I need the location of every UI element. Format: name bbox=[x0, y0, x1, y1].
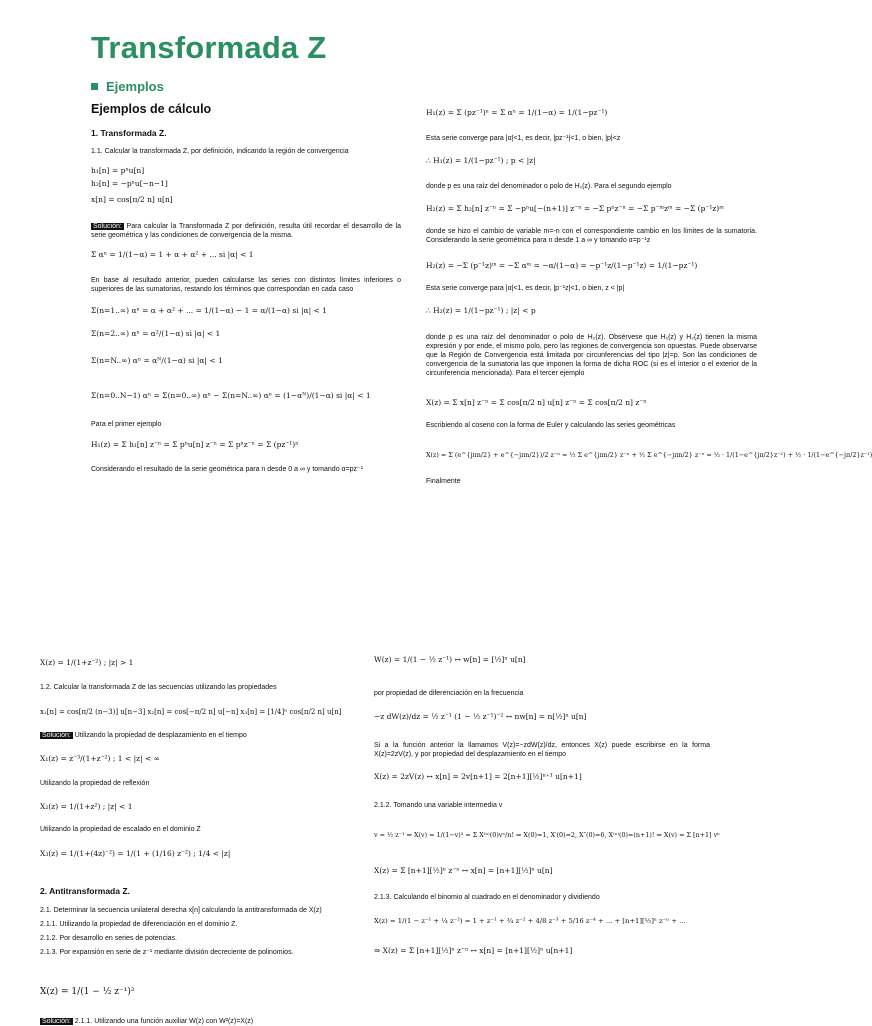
exercise-2-1-1: 2.1.1. Utilizando la propiedad de diferenciación en el dominio Z. bbox=[40, 921, 238, 928]
subsection-heading-2: 2. Antitransformada Z. bbox=[40, 886, 130, 896]
subtitle-text: Ejemplos bbox=[106, 79, 164, 94]
reflection-text: Utilizando la propiedad de reflexión bbox=[40, 780, 150, 787]
solution-2-paragraph bbox=[40, 731, 247, 740]
convergence-1-text: Esta serie converge para |α|<1, es decir, |pz⁻¹|<1, o bien, |p|<z bbox=[426, 135, 621, 142]
equation-x3-euler: X(z) = Σ (e^{jπn/2} + e^{−jπn/2})/2 z⁻ⁿ = ½ Σ e^{jπn/2} z⁻ⁿ + ½ Σ e^{−jπn/2} z⁻ⁿ = ½ · 1/(1−e^{jπ/2}z⁻¹) + ½ · 1/(1−e^{−jπ/2}z⁻¹) bbox=[426, 451, 872, 459]
exercise-1-2: 1.2. Calcular la transformada Z de las secuencias utilizando las propiedades bbox=[40, 684, 277, 691]
subsection-heading-1: 1. Transformada Z. bbox=[91, 128, 167, 138]
solution-label: Solución: bbox=[93, 223, 122, 230]
result-h1: ∴ H₁(z) = 1/(1−pz⁻¹) ; p < |z| bbox=[426, 156, 536, 165]
section-subtitle bbox=[91, 79, 164, 94]
solution-1-paragraph bbox=[91, 222, 401, 240]
page-title: Transformada Z bbox=[91, 30, 327, 65]
exercise-2-1: 2.1. Determinar la secuencia unilateral derecha x[n] calculando la antitransformada de X(z) bbox=[40, 907, 322, 914]
equation-geometric-1: Σ(n=1..∞) αⁿ = α + α² + ... = 1/(1−α) − 1 = α/(1−α) si |α| < 1 bbox=[91, 306, 327, 315]
result-x3: X₃(z) = 1/(1+(4z)⁻²) = 1/(1 + (1/16) z⁻²) ; 1/4 < |z| bbox=[40, 849, 231, 858]
equation-division: X(z) = 1/(1 − z⁻¹ + ¼ z⁻²) = 1 + z⁻¹ + ¾ z⁻² + 4/8 z⁻³ + 5/16 z⁻⁴ + ... + [n+1][½]ⁿ z⁻ⁿ + ... bbox=[374, 917, 686, 925]
sequence-h2: h₂[n] = −pⁿu[−n−1] bbox=[91, 179, 168, 188]
equation-final: ⇒ X(z) = Σ [n+1][½]ⁿ z⁻ⁿ ↔ x[n] = [n+1][½]ⁿ u[n+1] bbox=[374, 946, 573, 955]
euler-text: Escribiendo al coseno con la forma de Euler y calculando las series geométricas bbox=[426, 422, 676, 429]
sequence-x: x[n] = cos[π/2 n] u[n] bbox=[91, 195, 173, 204]
change-variable-text: donde se hizo el cambio de variable m=-n con el correspondiente cambio en los límites de la sumatoria. Considerando la serie geométrica para n desde 1 a ∞ y tomando α=p⁻¹z bbox=[426, 228, 757, 244]
solution-3-text: 2.1.1. Utilizando una función auxiliar W(z) con W²(z)=X(z) bbox=[72, 1018, 254, 1025]
convergence-2-text: Esta serie converge para |α|<1, es decir, |p⁻¹z|<1, o bien, z < |p| bbox=[426, 285, 625, 292]
call-function-text: Si a la función anterior la llamamos V(z)=−zdW(z)/dz, entonces X(z) puede escribirse en la forma X(z)=2zV(z), y por propiedad del desplazamiento en el tiempo bbox=[374, 742, 710, 758]
pole-1-text: donde p es una raíz del denominador o polo de H₁(z). Para el segundo ejemplo bbox=[426, 183, 672, 190]
equation-w: W(z) = 1/(1 − ½ z⁻¹) ↔ w[n] = [½]ⁿ u[n] bbox=[374, 655, 526, 664]
result-x1: X₁(z) = z⁻³/(1+z⁻²) ; 1 < |z| < ∞ bbox=[40, 754, 160, 763]
section-heading: Ejemplos de cálculo bbox=[91, 102, 212, 116]
first-example-text: Para el primer ejemplo bbox=[91, 421, 162, 428]
scaling-text: Utilizando la propiedad de escalado en el dominio Z bbox=[40, 826, 201, 833]
equation-derivative: −z dW(z)/dz = ½ z⁻¹ (1 − ½ z⁻¹)⁻² ↔ nw[n] = n[½]ⁿ u[n] bbox=[374, 712, 587, 721]
result-x: X(z) = 1/(1+z⁻²) ; |z| > 1 bbox=[40, 658, 134, 667]
equation-h1: H₁(z) = Σ h₁[n] z⁻ⁿ = Σ pⁿu[n] z⁻ⁿ = Σ pⁿz⁻ⁿ = Σ (pz⁻¹)ⁿ bbox=[91, 440, 299, 449]
equation-geometric-2: Σ(n=2..∞) αⁿ = α²/(1−α) si |α| < 1 bbox=[91, 329, 221, 338]
consider-text: Considerando el resultado de la serie geométrica para n desde 0 a ∞ y tomando α=pz⁻¹ bbox=[91, 466, 364, 473]
solution-2-text: Utilizando la propiedad de desplazamiento en el tiempo bbox=[72, 732, 247, 739]
equation-xz-series: X(z) = Σ [n+1][½]ⁿ z⁻ⁿ ↔ x[n] = [n+1][½]ⁿ u[n] bbox=[374, 866, 553, 875]
sequence-h1: h₁[n] = pⁿu[n] bbox=[91, 166, 145, 175]
exercise-2-1-2: 2.1.2. Por desarrollo en series de potencias. bbox=[40, 935, 177, 942]
equation-h2: H₂(z) = Σ h₂[n] z⁻ⁿ = Σ −pⁿu[−(n+1)] z⁻ⁿ = −Σ pⁿz⁻ⁿ = −Σ p⁻ᵐzᵐ = −Σ (p⁻¹z)ᵐ bbox=[426, 204, 724, 213]
solution-1-text: Para calcular la Transformada Z por definición, resulta útil recordar el desarrollo de la serie geométrica y las condiciones de convergencia de la misma. bbox=[91, 223, 401, 239]
exercise-2-1-2-text: 2.1.2. Tomando una variable intermedia v bbox=[374, 802, 503, 809]
solution-label-2: Solución: bbox=[42, 732, 71, 739]
exercise-1-1: 1.1. Calcular la transformada Z, por definición, indicando la región de convergencia bbox=[91, 148, 349, 155]
equation-geometric-4: Σ(n=0..N−1) αⁿ = Σ(n=0..∞) αⁿ − Σ(n=N..∞) αⁿ = (1−αᴺ)/(1−α) si |α| < 1 bbox=[91, 391, 371, 400]
equation-geometric: Σ αⁿ = 1/(1−α) = 1 + α + α² + ... si |α| < 1 bbox=[91, 250, 254, 259]
equation-xz: X(z) = 1/(1 − ½ z⁻¹)² bbox=[40, 987, 135, 997]
differentiation-text: por propiedad de diferenciación en la frecuencia bbox=[374, 690, 524, 697]
square-bullet-icon bbox=[91, 83, 98, 90]
based-on-paragraph: En base al resultado anterior, pueden calcularse las series con distintos límites inferiores o superiores de las sumatorias, restando los términos que correspondan en cada caso bbox=[91, 277, 401, 293]
equation-x3: X(z) = Σ x[n] z⁻ⁿ = Σ cos[π/2 n] u[n] z⁻ⁿ = Σ cos[π/2 n] z⁻ⁿ bbox=[426, 398, 647, 407]
equation-x-shift: X(z) = 2zV(z) ↔ x[n] = 2v[n+1] = 2[n+1][½]ⁿ⁺¹ u[n+1] bbox=[374, 772, 582, 781]
equation-v: v = ½ z⁻¹ ⇒ X(v) = 1/(1−v)² = Σ X⁽ⁿ⁾(0)vⁿ/n! ⇒ X(0)=1, X′(0)=2, X″(0)=6, X⁽ⁿ⁾(0)=(n+1)! ⇒ X(v) = Σ [n+1] vⁿ bbox=[374, 831, 720, 839]
result-x2: X₂(z) = 1/(1+z²) ; |z| < 1 bbox=[40, 802, 133, 811]
pole-2-paragraph: donde p es una raíz del denominador o polo de H₂(z). Obsérvese que H₁(z) y H₂(z) tienen la misma expresión y por ende, el mismo polo, pero las regiones de convergencia son opuestas. Puede observarse que la Región de Convergencia está limitada por circunferencias del tipo |z|=p. Son las condiciones de convergencia de la sumatoria las que imponen la forma de dicha ROC (si es el interior o el exterior de la circunferencia mencionada). Para el tercer ejemplo bbox=[426, 334, 757, 377]
solution-3-paragraph bbox=[40, 1017, 253, 1026]
sequences-1-2: x₁[n] = cos[π/2 (n−3)] u[n−3] x₂[n] = cos[−π/2 n] u[−n] x₃[n] = [1/4]ⁿ cos[π/2 n] u[n] bbox=[40, 708, 342, 716]
result-h2: ∴ H₂(z) = 1/(1−pz⁻¹) ; |z| < p bbox=[426, 306, 536, 315]
exercise-2-1-3: 2.1.3. Por expansión en serie de z⁻¹ mediante división decreciente de polinomios. bbox=[40, 949, 294, 956]
equation-geometric-3: Σ(n=N..∞) αⁿ = αᴺ/(1−α) si |α| < 1 bbox=[91, 356, 223, 365]
finally-text: Finalmente bbox=[426, 478, 461, 485]
solution-label-3: Solución: bbox=[42, 1018, 71, 1025]
exercise-2-1-3-text: 2.1.3. Calculando el binomio al cuadrado en el denominador y dividiendo bbox=[374, 894, 600, 901]
equation-h2-result: H₂(z) = −Σ (p⁻¹z)ᵐ = −Σ αᵐ = −α/(1−α) = −p⁻¹z/(1−p⁻¹z) = 1/(1−pz⁻¹) bbox=[426, 261, 698, 270]
equation-h1-result: H₁(z) = Σ (pz⁻¹)ⁿ = Σ αⁿ = 1/(1−α) = 1/(1−pz⁻¹) bbox=[426, 108, 608, 117]
